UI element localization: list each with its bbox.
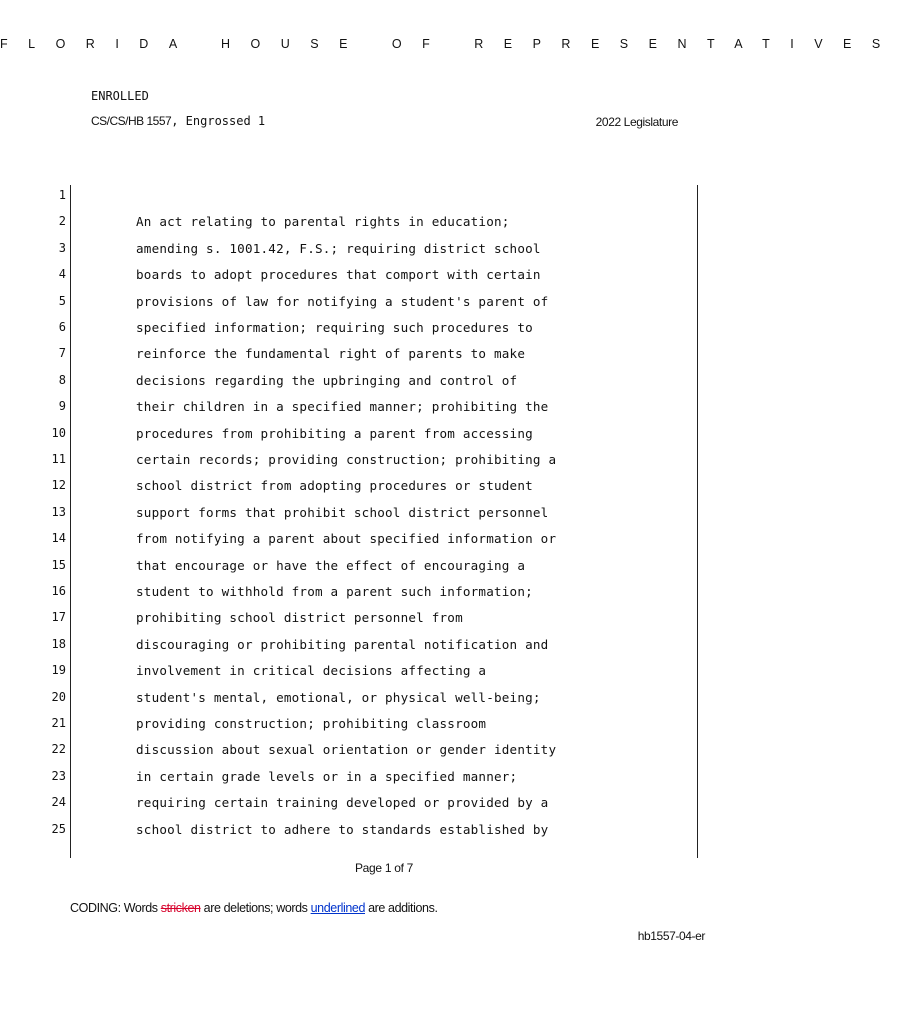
line-number: 9 — [58, 399, 66, 414]
bill-prefix: CS/CS/HB 1557 — [91, 114, 172, 128]
coding-suffix: are additions. — [365, 901, 438, 915]
page-number: Page 1 of 7 — [354, 861, 414, 875]
coding-legend — [70, 901, 438, 915]
line-number: 13 — [51, 504, 66, 519]
bill-text-frame — [51, 185, 698, 858]
line-text: decisions regarding the upbringing and control of — [136, 372, 518, 388]
line-text: requiring certain training developed or provided by a — [136, 795, 549, 811]
line-number: 16 — [51, 584, 66, 598]
line-text: provisions of law for notifying a student's parent of — [136, 293, 549, 309]
line-text: involvement in critical decisions affecting a — [136, 663, 487, 679]
line-text: their children in a specified manner; prohibiting the — [136, 399, 549, 415]
line-text: certain records; providing construction; prohibiting a — [136, 452, 557, 467]
coding-prefix: CODING: Words — [70, 901, 161, 915]
line-text: from notifying a parent about specified information or — [136, 531, 557, 547]
line-number: 8 — [58, 372, 66, 387]
left-margin-rule — [70, 185, 71, 858]
line-number: 3 — [58, 240, 66, 255]
bill-identifier — [91, 114, 265, 128]
line-number: 20 — [51, 689, 66, 704]
line-number: 21 — [51, 716, 66, 730]
line-number: 10 — [51, 425, 66, 440]
line-number: 24 — [51, 795, 66, 810]
line-text: An act relating to parental rights in education; — [136, 214, 510, 230]
line-text: student's mental, emotional, or physical well-being; — [136, 689, 541, 705]
line-number: 5 — [58, 293, 66, 308]
line-number: 23 — [51, 768, 66, 783]
line-text: in certain grade levels or in a specified manner; — [136, 768, 518, 784]
coding-underlined-example: underlined — [310, 901, 365, 915]
line-number: 2 — [58, 214, 66, 229]
line-number: 7 — [58, 346, 66, 361]
line-number: 6 — [58, 320, 66, 334]
line-number: 11 — [51, 452, 66, 466]
line-number: 19 — [51, 663, 66, 678]
line-number: 18 — [51, 636, 66, 651]
line-text: that encourage or have the effect of encouraging a — [136, 557, 526, 573]
line-number: 17 — [51, 610, 66, 625]
line-text: providing construction; prohibiting classroom — [136, 716, 487, 731]
right-margin-rule — [697, 185, 698, 858]
line-text: discouraging or prohibiting parental notification and — [136, 636, 549, 652]
legislature-label: 2022 Legislature — [595, 115, 678, 129]
line-text: prohibiting school district personnel from — [136, 610, 463, 626]
line-text: discussion about sexual orientation or gender identity — [136, 742, 557, 758]
line-number: 15 — [51, 557, 66, 572]
line-text: reinforce the fundamental right of parents to make — [136, 346, 526, 362]
line-text: school district from adopting procedures or student — [136, 478, 533, 494]
line-text: amending s. 1001.42, F.S.; requiring district school — [136, 240, 541, 256]
line-text: student to withhold from a parent such information; — [136, 584, 533, 599]
bill-suffix: , Engrossed 1 — [171, 114, 266, 128]
coding-stricken-example: stricken — [160, 901, 201, 915]
line-text: specified information; requiring such procedures to — [136, 320, 533, 335]
line-number: 4 — [58, 267, 66, 282]
line-number: 1 — [58, 188, 66, 202]
coding-middle: are deletions; words — [200, 901, 311, 915]
enrolled-status: ENROLLED — [91, 89, 149, 103]
line-number: 25 — [51, 821, 66, 836]
line-number: 22 — [51, 742, 66, 757]
chamber-title: FLORIDA HOUSE OF REPRESENTATIVES — [0, 37, 901, 51]
line-text: school district to adhere to standards established by — [136, 821, 549, 837]
line-number: 14 — [51, 531, 66, 546]
document-code: hb1557-04-er — [637, 929, 705, 943]
line-number: 12 — [51, 478, 66, 493]
line-text: boards to adopt procedures that comport with certain — [136, 267, 541, 283]
line-text: procedures from prohibiting a parent from accessing — [136, 425, 533, 441]
bill-info-row — [91, 114, 681, 132]
line-text: support forms that prohibit school district personnel — [136, 504, 549, 520]
